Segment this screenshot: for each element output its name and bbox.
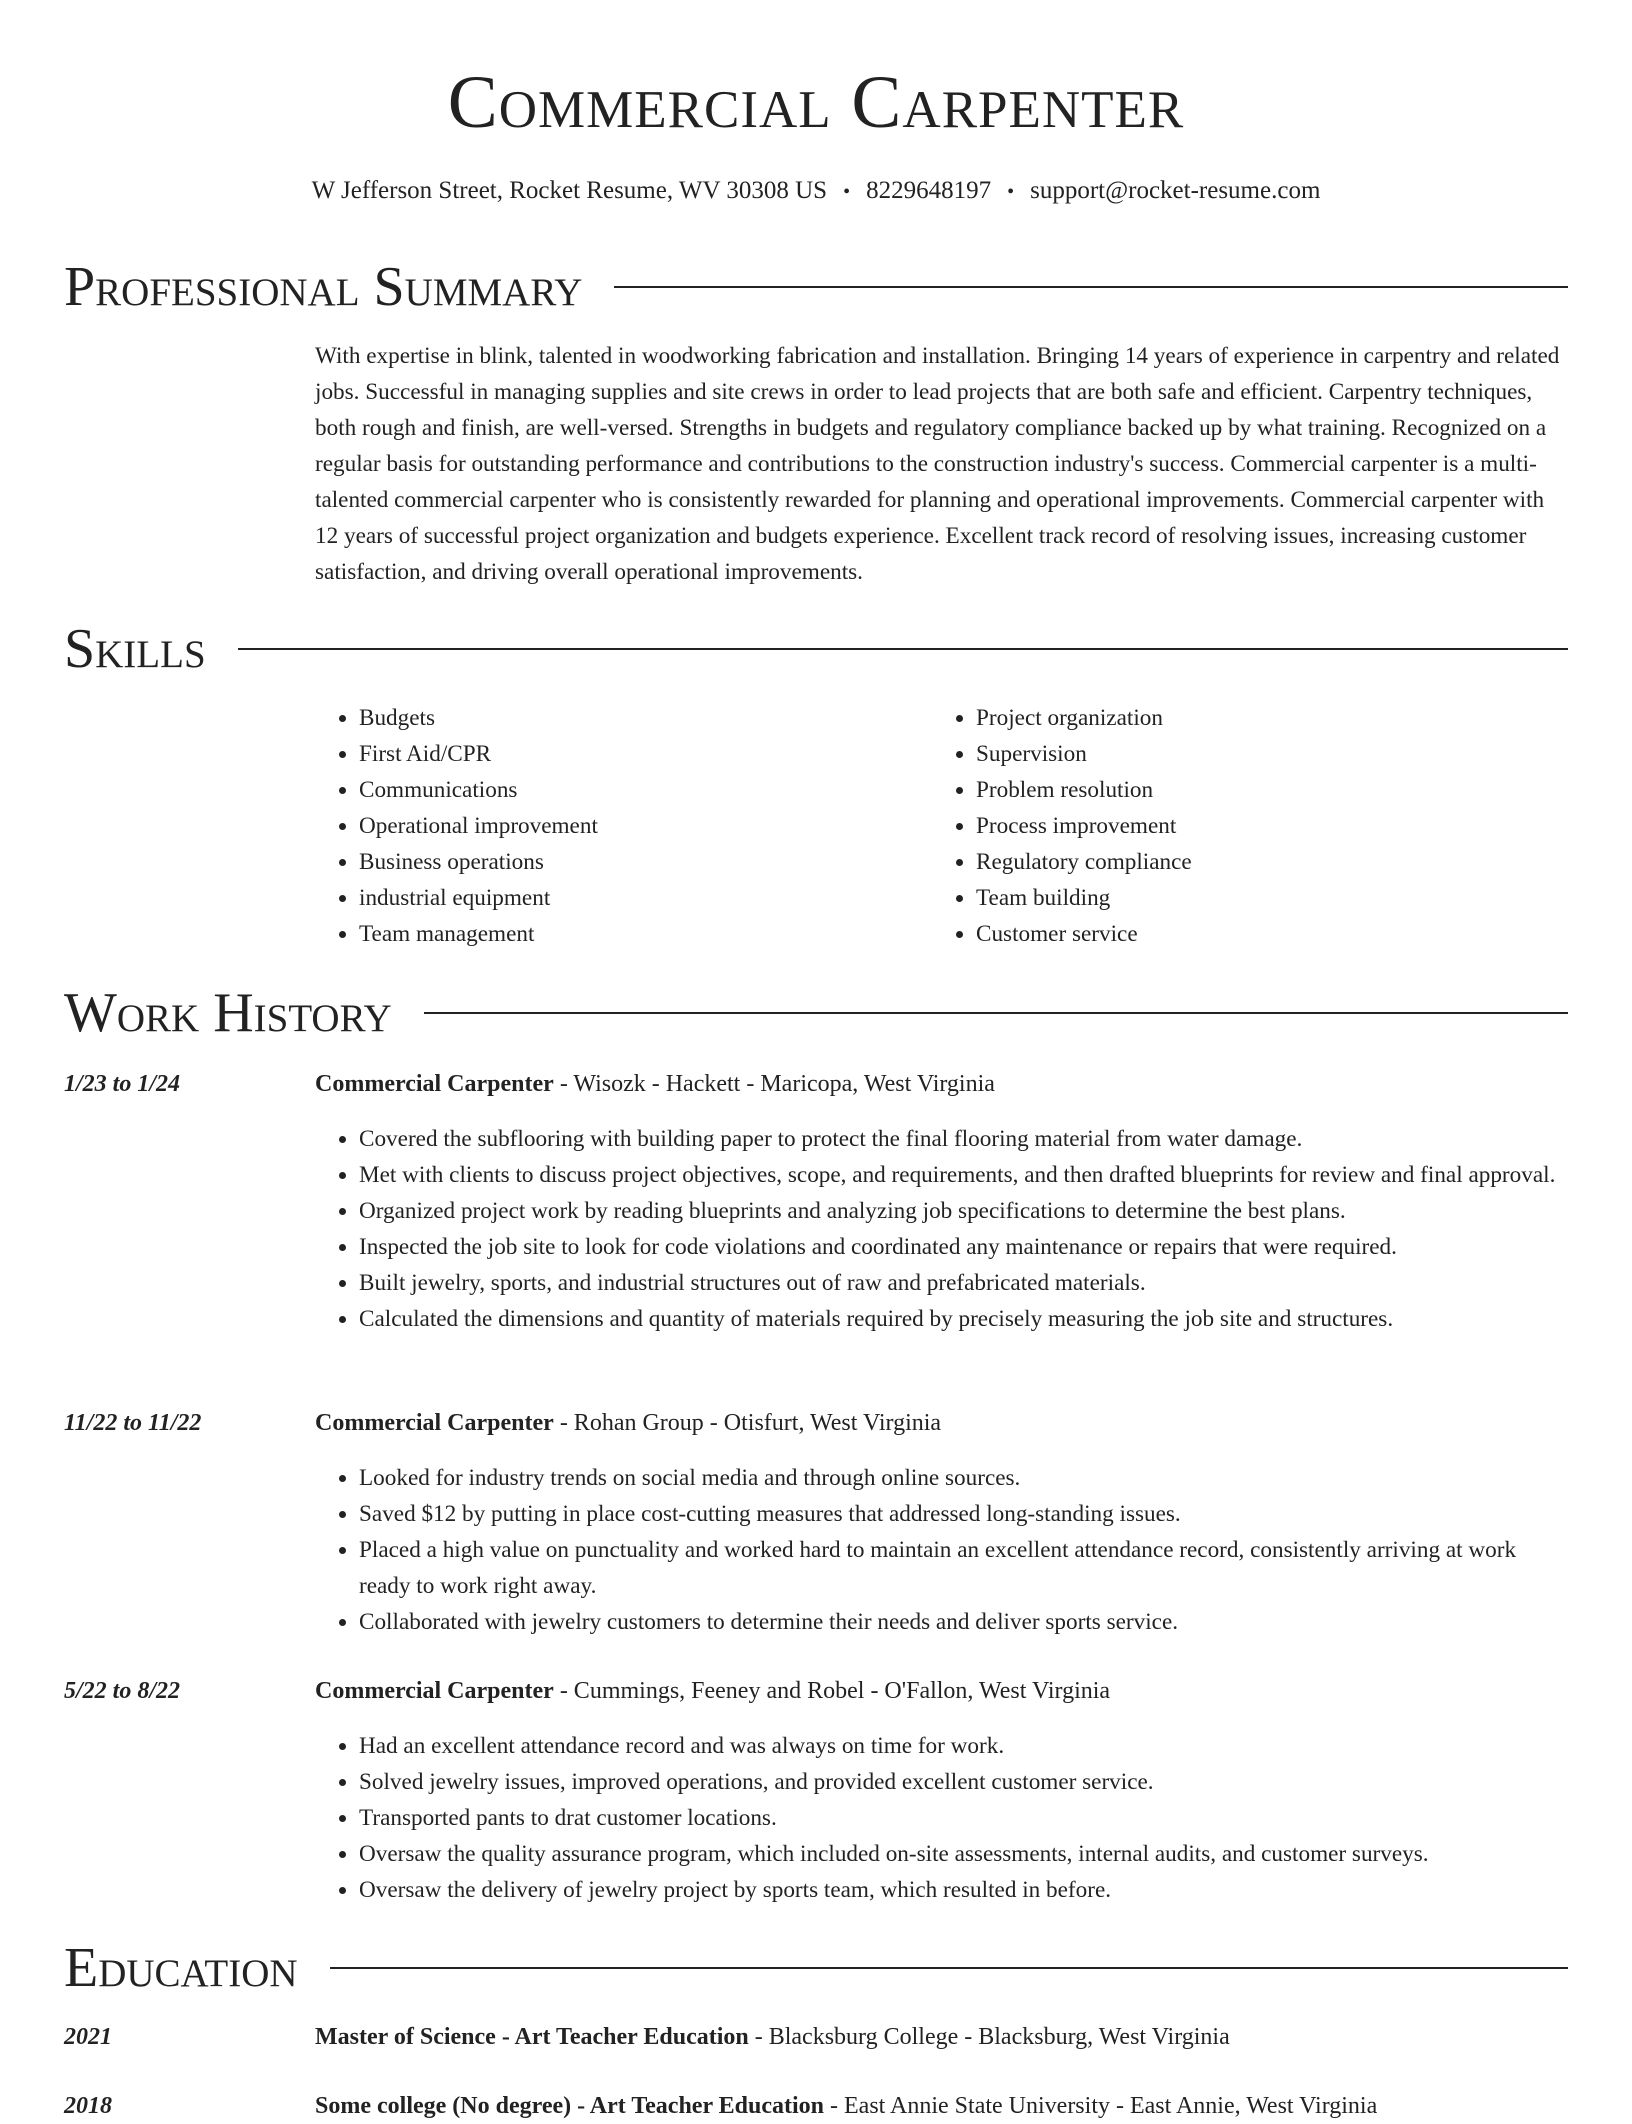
job-bullet: • Built jewelry, sports, and industrial structures out of raw and prefabricated materials. [359,1265,1568,1301]
job-heading [315,1066,1568,1102]
job-heading [315,1673,1568,1709]
skill-item: • Supervision [976,736,1549,772]
skill-item: • industrial equipment [359,880,932,916]
skill-item: • Team management [359,916,932,952]
job-bullet: • Transported pants to drat customer locations. [359,1800,1568,1836]
phone: 8229648197 [866,177,992,204]
job-title: Commercial Carpenter [315,1071,554,1097]
job-bullet: • Oversaw the quality assurance program, which included on-site assessments, internal audits, and customer surveys. [359,1836,1568,1872]
education-school: - East Annie State University - East Annie, West Virginia [824,2093,1378,2119]
section-title: Work History [64,982,392,1044]
skill-item: • Budgets [359,700,932,736]
education-heading [315,2088,1568,2124]
skill-item: • Process improvement [976,808,1549,844]
education-school: - Blacksburg College - Blacksburg, West Virginia [748,2024,1230,2050]
job-title: Commercial Carpenter [315,1410,554,1436]
summary-section-header [64,252,1568,322]
job-bullet: • Covered the subflooring with building paper to protect the final flooring material from water damage. [359,1121,1568,1157]
address: W Jefferson Street, Rocket Resume, WV 30308 US [311,177,828,204]
separator-dot: • [1007,181,1015,203]
section-divider [424,1012,1568,1014]
job-employer: - Cummings, Feeney and Robel - O'Fallon, West Virginia [553,1678,1111,1704]
job-bullet: • Looked for industry trends on social media and through online sources. [359,1460,1568,1496]
job-employer: - Wisozk - Hackett - Maricopa, West Virginia [553,1071,995,1097]
skills-section-header [64,614,1568,684]
education-degree: Master of Science - Art Teacher Education [315,2024,749,2050]
education-degree: Some college (No degree) - Art Teacher Education [315,2093,825,2119]
section-title: Education [64,1937,298,1999]
skills-column-left [315,700,932,952]
skill-item: • Communications [359,772,932,808]
job-bullet: • Had an excellent attendance record and was always on time for work. [359,1728,1568,1764]
job-bullet: • Calculated the dimensions and quantity of materials required by precisely measuring the job site and structures. [359,1301,1568,1337]
skill-item: • Project organization [976,700,1549,736]
skills-list [315,700,1568,952]
job-heading [315,1405,1568,1441]
skill-item: • Customer service [976,916,1549,952]
section-divider [614,286,1568,288]
education-year: 2021 [64,2024,112,2050]
candidate-name: Commercial Carpenter [447,61,1185,144]
skill-item: • First Aid/CPR [359,736,932,772]
job-bullets [315,1728,1568,1908]
job-bullet: • Saved $12 by putting in place cost-cutting measures that addressed long-standing issues. [359,1496,1568,1532]
section-divider [330,1967,1568,1969]
skill-item: • Operational improvement [359,808,932,844]
job-bullet: • Collaborated with jewelry customers to determine their needs and deliver sports service. [359,1604,1568,1640]
job-title: Commercial Carpenter [315,1678,554,1704]
skills-column-right [932,700,1549,952]
job-bullets [315,1460,1568,1640]
job-bullet: • Inspected the job site to look for code violations and coordinated any maintenance or repairs that were required. [359,1229,1568,1265]
section-title: Professional Summary [64,256,583,318]
education-section-header [64,1933,1568,2003]
skill-item: • Problem resolution [976,772,1549,808]
education-year: 2018 [64,2093,112,2119]
section-title: Skills [64,618,206,680]
job-bullets [315,1121,1568,1337]
work-history-section-header [64,978,1568,1048]
job-bullet: • Solved jewelry issues, improved operations, and provided excellent customer service. [359,1764,1568,1800]
summary-text-block [315,338,1568,590]
job-dates: 11/22 to 11/22 [64,1410,202,1436]
summary-text: With expertise in blink, talented in woodworking fabrication and installation. Bringing 14 years of experience in carpentry and related jobs. Successful in managing supplies and site crews in order to lead projects that are both safe and efficient. Carpentry techniques, both rough and finish, are well-versed. Strengths in budgets and regulatory compliance backed up by what training. Recognized on a regular basis for outstanding performance and contributions to the construction industry's success. Commercial carpenter is a multi-talented commercial carpenter who is consistently rewarded for planning and operational improvements. Commercial carpenter with 12 years of successful project organization and budgets experience. Excellent track record of resolving issues, increasing customer satisfaction, and driving overall operational improvements. [315,343,1560,585]
job-bullet: • Organized project work by reading blueprints and analyzing job specifications to determine the best plans. [359,1193,1568,1229]
email-link[interactable]: support@rocket-resume.com [1030,177,1321,204]
skill-item: • Team building [976,880,1549,916]
contact-line [64,174,1568,209]
education-heading [315,2019,1568,2055]
job-bullet: • Placed a high value on punctuality and worked hard to maintain an excellent attendance record, consistently arriving at work ready to work right away. [359,1532,1568,1604]
job-bullet: • Oversaw the delivery of jewelry project by sports team, which resulted in before. [359,1872,1568,1908]
skill-item: • Regulatory compliance [976,844,1549,880]
job-employer: - Rohan Group - Otisfurt, West Virginia [553,1410,942,1436]
job-dates: 5/22 to 8/22 [64,1678,181,1704]
section-divider [238,648,1568,650]
skill-item: • Business operations [359,844,932,880]
separator-dot: • [843,181,851,203]
job-dates: 1/23 to 1/24 [64,1071,181,1097]
job-bullet: • Met with clients to discuss project objectives, scope, and requirements, and then drafted blueprints for review and final approval. [359,1157,1568,1193]
